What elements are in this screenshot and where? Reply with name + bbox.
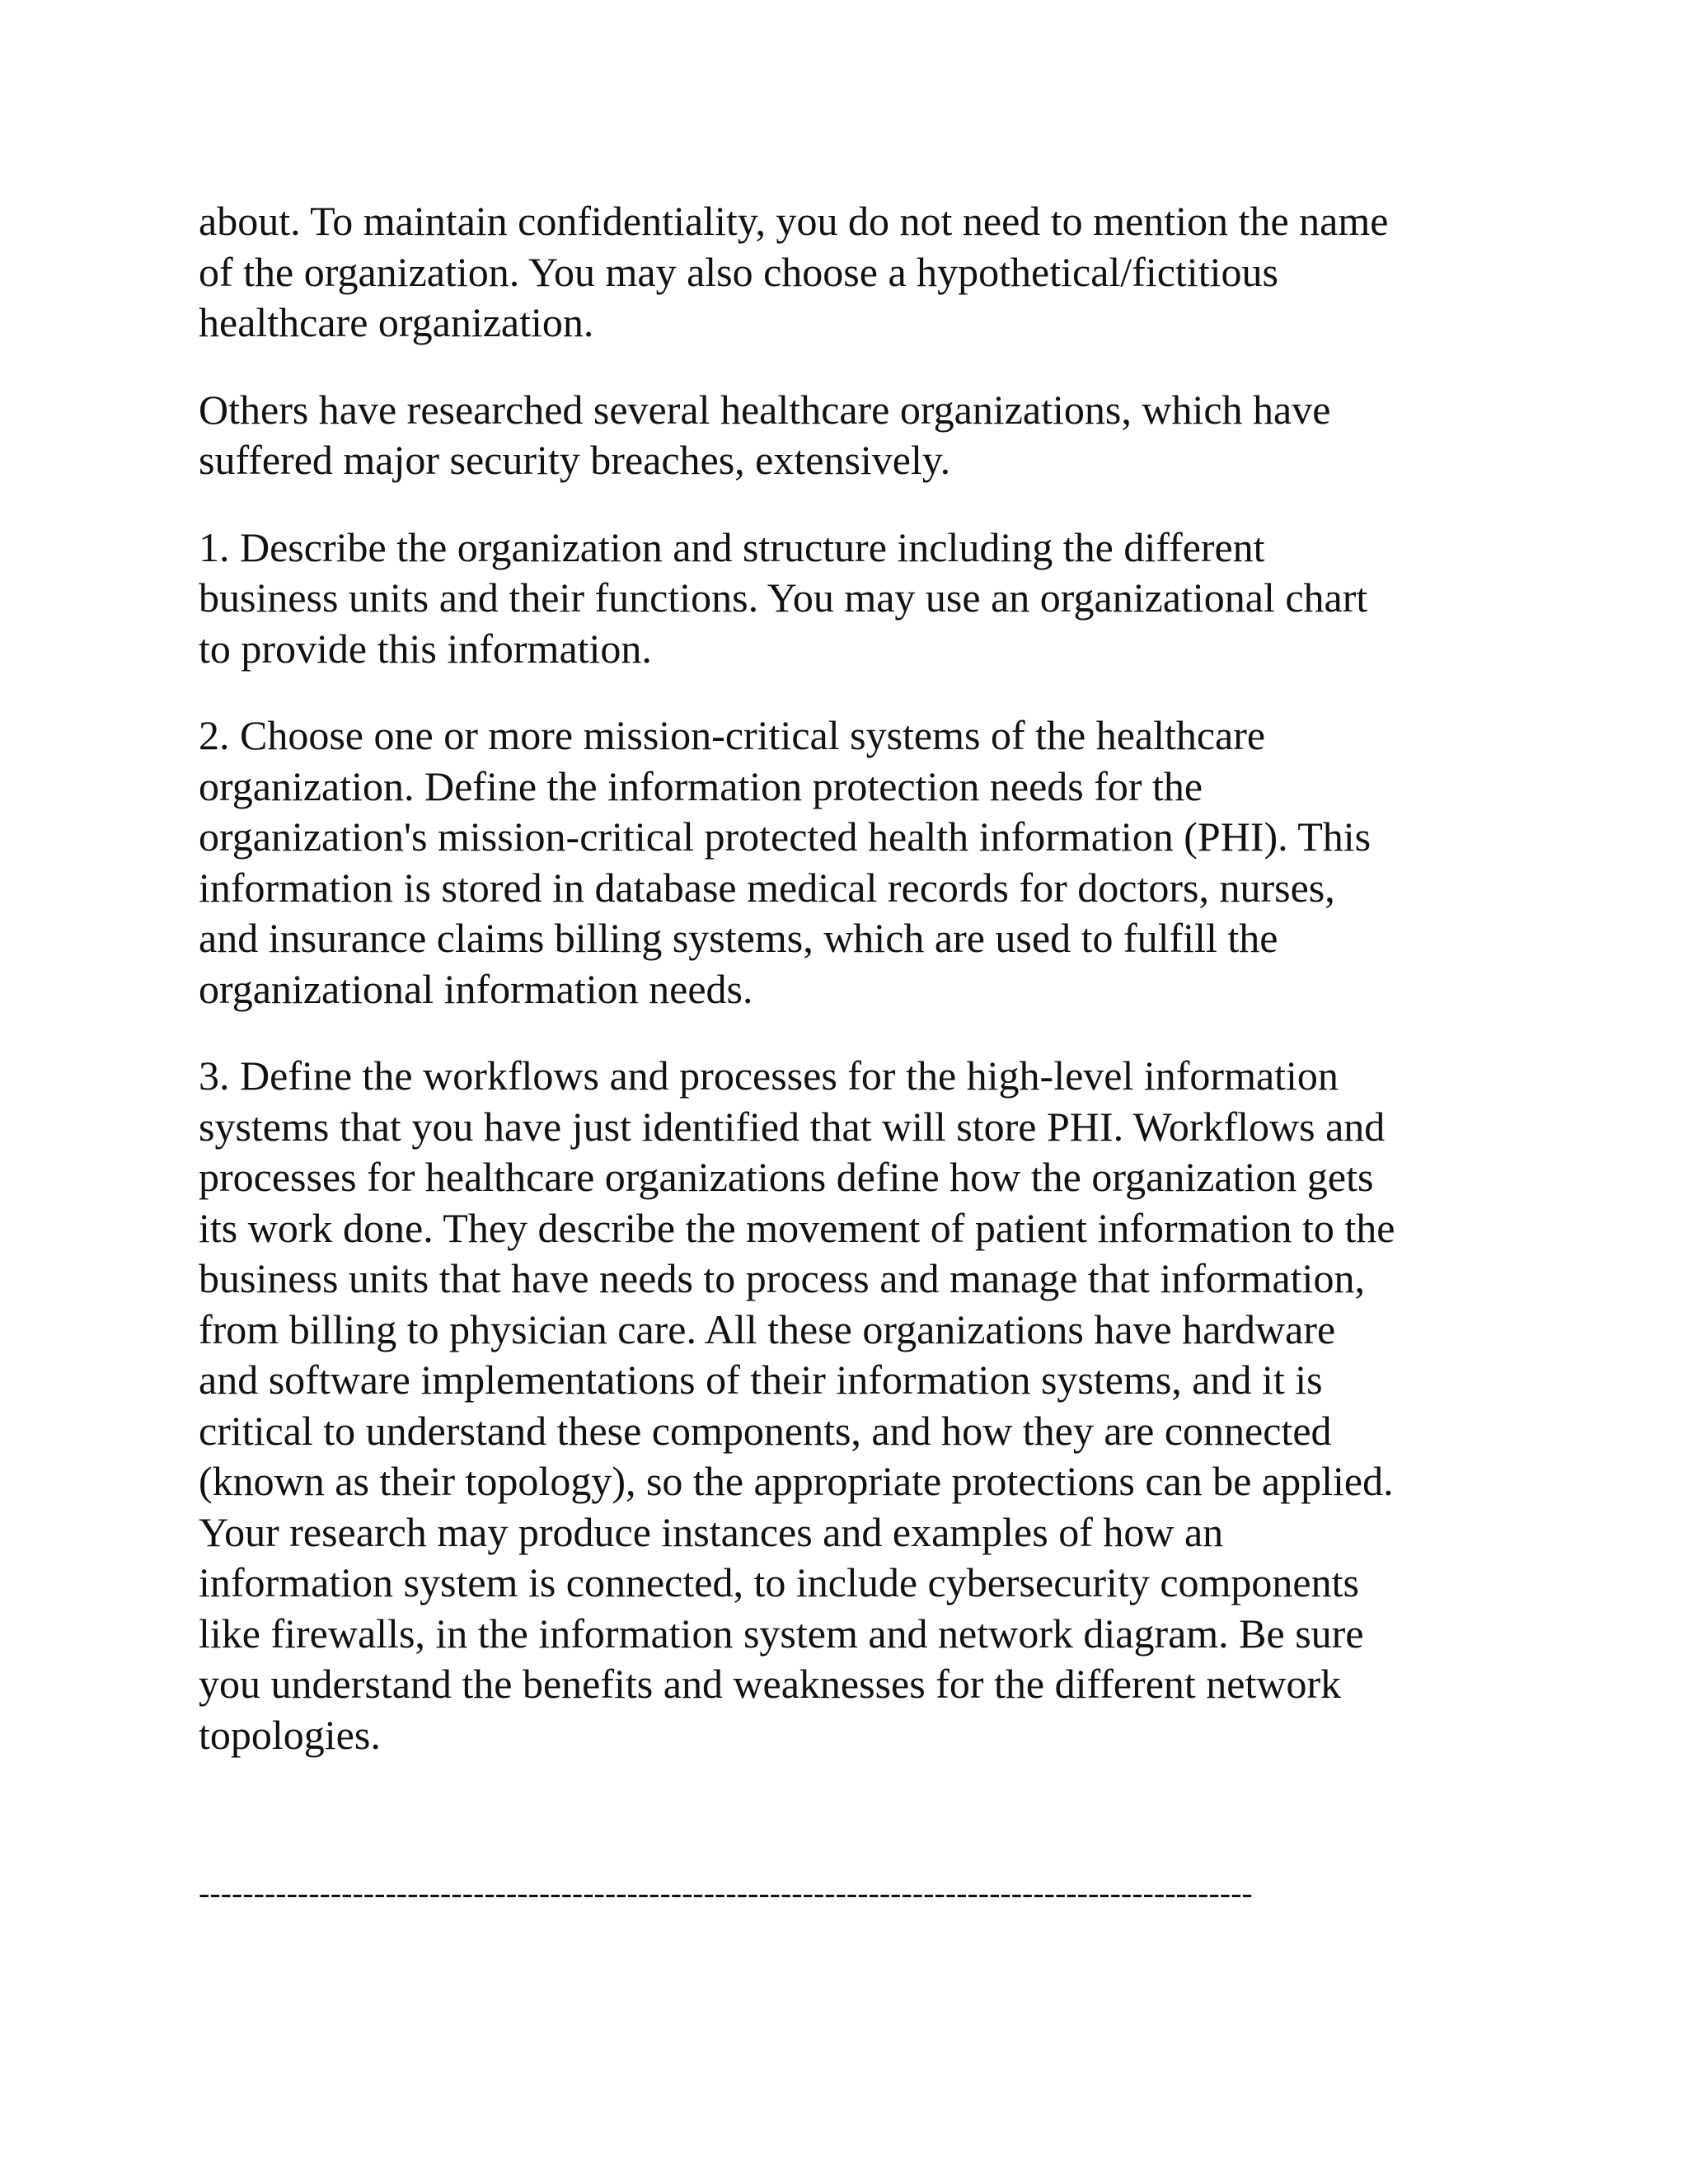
text-line: (known as their topology), so the appropriate protections can be applied. — [199, 1458, 1394, 1504]
text-line: 1. Describe the organization and structure including the different — [199, 523, 1265, 570]
text-line: 2. Choose one or more mission-critical systems of the healthcare — [199, 712, 1266, 758]
document-body — [199, 196, 1484, 1797]
text-line: information is stored in database medical records for doctors, nurses, — [199, 864, 1335, 911]
text-line: you understand the benefits and weaknesses for the different network — [199, 1661, 1342, 1707]
text-line: of the organization. You may also choose a hypothetical/fictitious — [199, 248, 1278, 295]
text-line: to provide this information. — [199, 625, 652, 672]
paragraph-item-3 — [199, 1051, 1484, 1760]
text-line: from billing to physician care. All these organizations have hardware — [199, 1305, 1336, 1352]
text-line: organization's mission-critical protected health information (PHI). This — [199, 813, 1372, 860]
text-line: topologies. — [199, 1711, 381, 1758]
text-line: information system is connected, to include cybersecurity components — [199, 1559, 1359, 1605]
text-line: organizational information needs. — [199, 965, 753, 1012]
text-line: 3. Define the workflows and processes for the high-level information — [199, 1052, 1339, 1099]
text-line: like firewalls, in the information system and network diagram. Be sure — [199, 1610, 1364, 1657]
paragraph-item-2 — [199, 710, 1484, 1015]
text-line: business units and their functions. You may use an organizational chart — [199, 574, 1368, 621]
text-line: and insurance claims billing systems, which are used to fulfill the — [199, 915, 1278, 961]
text-line: healthcare organization. — [199, 299, 594, 345]
text-line: Others have researched several healthcare organizations, which have — [199, 386, 1331, 433]
text-line: suffered major security breaches, extensively. — [199, 437, 951, 483]
text-line: about. To maintain confidentiality, you do not need to mention the name — [199, 198, 1389, 244]
text-line: its work done. They describe the movement of patient information to the — [199, 1204, 1395, 1251]
text-line: organization. Define the information protection needs for the — [199, 762, 1203, 809]
paragraph-item-1 — [199, 523, 1484, 675]
text-line: critical to understand these components, and how they are connected — [199, 1407, 1332, 1454]
dashed-separator: ------------------------------------------------------------------------------------------------ — [199, 1874, 1253, 1911]
text-line: business units that have needs to process and manage that information, — [199, 1255, 1365, 1301]
text-line: and software implementations of their information systems, and it is — [199, 1357, 1323, 1403]
paragraph-breaches — [199, 385, 1484, 486]
text-line: Your research may produce instances and examples of how an — [199, 1508, 1224, 1555]
paragraph-intro — [199, 196, 1484, 349]
text-line: processes for healthcare organizations define how the organization gets — [199, 1154, 1374, 1200]
text-line: systems that you have just identified that will store PHI. Workflows and — [199, 1103, 1386, 1150]
